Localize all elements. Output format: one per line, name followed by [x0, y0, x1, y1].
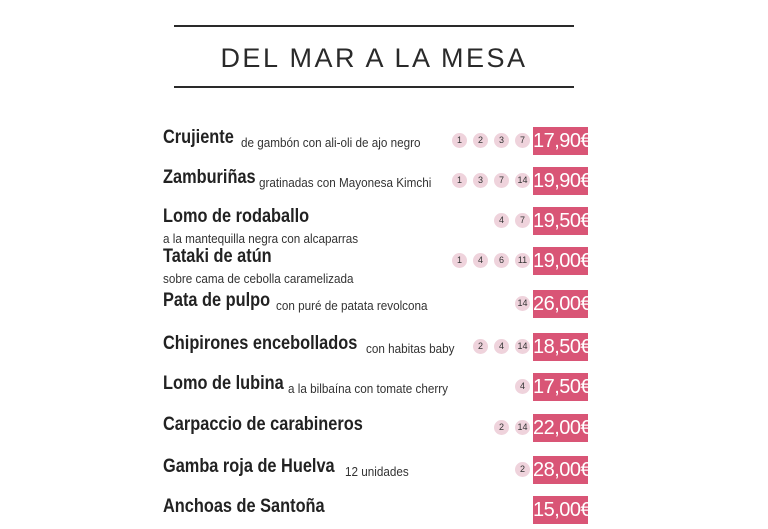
allergen-list — [515, 296, 530, 311]
dish-name: Gamba roja de Huelva — [163, 456, 335, 477]
menu-item — [163, 289, 592, 323]
menu-item — [163, 455, 592, 489]
menu-item — [163, 246, 592, 286]
allergen-badge: 14 — [515, 339, 530, 354]
allergen-badge: 7 — [494, 173, 509, 188]
title-rule-bottom — [174, 86, 574, 88]
dish-description: sobre cama de cebolla caramelizada — [163, 271, 354, 286]
title-rule-top — [174, 25, 574, 27]
allergen-badge: 2 — [494, 420, 509, 435]
dish-description: 12 unidades — [345, 464, 409, 479]
allergen-list — [452, 173, 530, 188]
dish-name: Tataki de atún — [163, 246, 272, 267]
allergen-badge: 14 — [515, 296, 530, 311]
dish-name: Crujiente — [163, 127, 234, 148]
price-tag: 15,00€ — [533, 496, 588, 524]
allergen-badge: 7 — [515, 133, 530, 148]
dish-name: Chipirones encebollados — [163, 333, 358, 354]
menu-item — [163, 126, 592, 160]
dish-name: Lomo de lubina — [163, 373, 284, 394]
dish-name: Carpaccio de carabineros — [163, 414, 363, 435]
menu-item — [163, 166, 592, 200]
allergen-badge: 6 — [494, 253, 509, 268]
allergen-list — [494, 213, 530, 228]
allergen-badge: 1 — [452, 173, 467, 188]
allergen-list — [452, 253, 530, 268]
menu-item — [163, 372, 592, 406]
allergen-badge: 2 — [473, 133, 488, 148]
allergen-list — [515, 379, 530, 394]
dish-description: de gambón con ali-oli de ajo negro — [241, 135, 421, 150]
dish-description: con habitas baby — [366, 341, 455, 356]
allergen-badge: 2 — [515, 462, 530, 477]
menu-item — [163, 332, 592, 366]
allergen-badge: 7 — [515, 213, 530, 228]
section-title: DEL MAR A LA MESA — [220, 43, 528, 73]
price-tag: 28,00€ — [533, 456, 588, 484]
price-tag: 26,00€ — [533, 290, 588, 318]
allergen-badge: 14 — [515, 420, 530, 435]
dish-description: con puré de patata revolcona — [276, 298, 428, 313]
price-tag: 19,50€ — [533, 207, 588, 235]
allergen-badge: 4 — [494, 339, 509, 354]
allergen-badge: 3 — [473, 173, 488, 188]
dish-name: Pata de pulpo — [163, 290, 271, 311]
allergen-list — [452, 133, 530, 148]
allergen-badge: 4 — [494, 213, 509, 228]
allergen-badge: 4 — [473, 253, 488, 268]
allergen-list — [473, 339, 530, 354]
menu-item — [163, 413, 592, 447]
allergen-badge: 14 — [515, 173, 530, 188]
menu-item — [163, 495, 592, 529]
allergen-badge: 4 — [515, 379, 530, 394]
allergen-badge: 2 — [473, 339, 488, 354]
price-tag: 18,50€ — [533, 333, 588, 361]
price-tag: 22,00€ — [533, 414, 588, 442]
allergen-badge: 11 — [515, 253, 530, 268]
allergen-list — [494, 420, 530, 435]
dish-name: Zamburiñas — [163, 167, 256, 188]
allergen-badge: 1 — [452, 253, 467, 268]
price-tag: 17,50€ — [533, 373, 588, 401]
price-tag: 19,00€ — [533, 247, 588, 275]
allergen-list — [515, 462, 530, 477]
dish-name: Anchoas de Santoña — [163, 496, 325, 517]
dish-name: Lomo de rodaballo — [163, 206, 310, 227]
dish-description: a la mantequilla negra con alcaparras — [163, 231, 359, 246]
allergen-badge: 1 — [452, 133, 467, 148]
allergen-badge: 3 — [494, 133, 509, 148]
price-tag: 17,90€ — [533, 127, 588, 155]
dish-description: a la bilbaína con tomate cherry — [288, 381, 449, 396]
dish-description: gratinadas con Mayonesa Kimchi — [259, 175, 432, 190]
menu-item — [163, 206, 592, 246]
price-tag: 19,90€ — [533, 167, 588, 195]
